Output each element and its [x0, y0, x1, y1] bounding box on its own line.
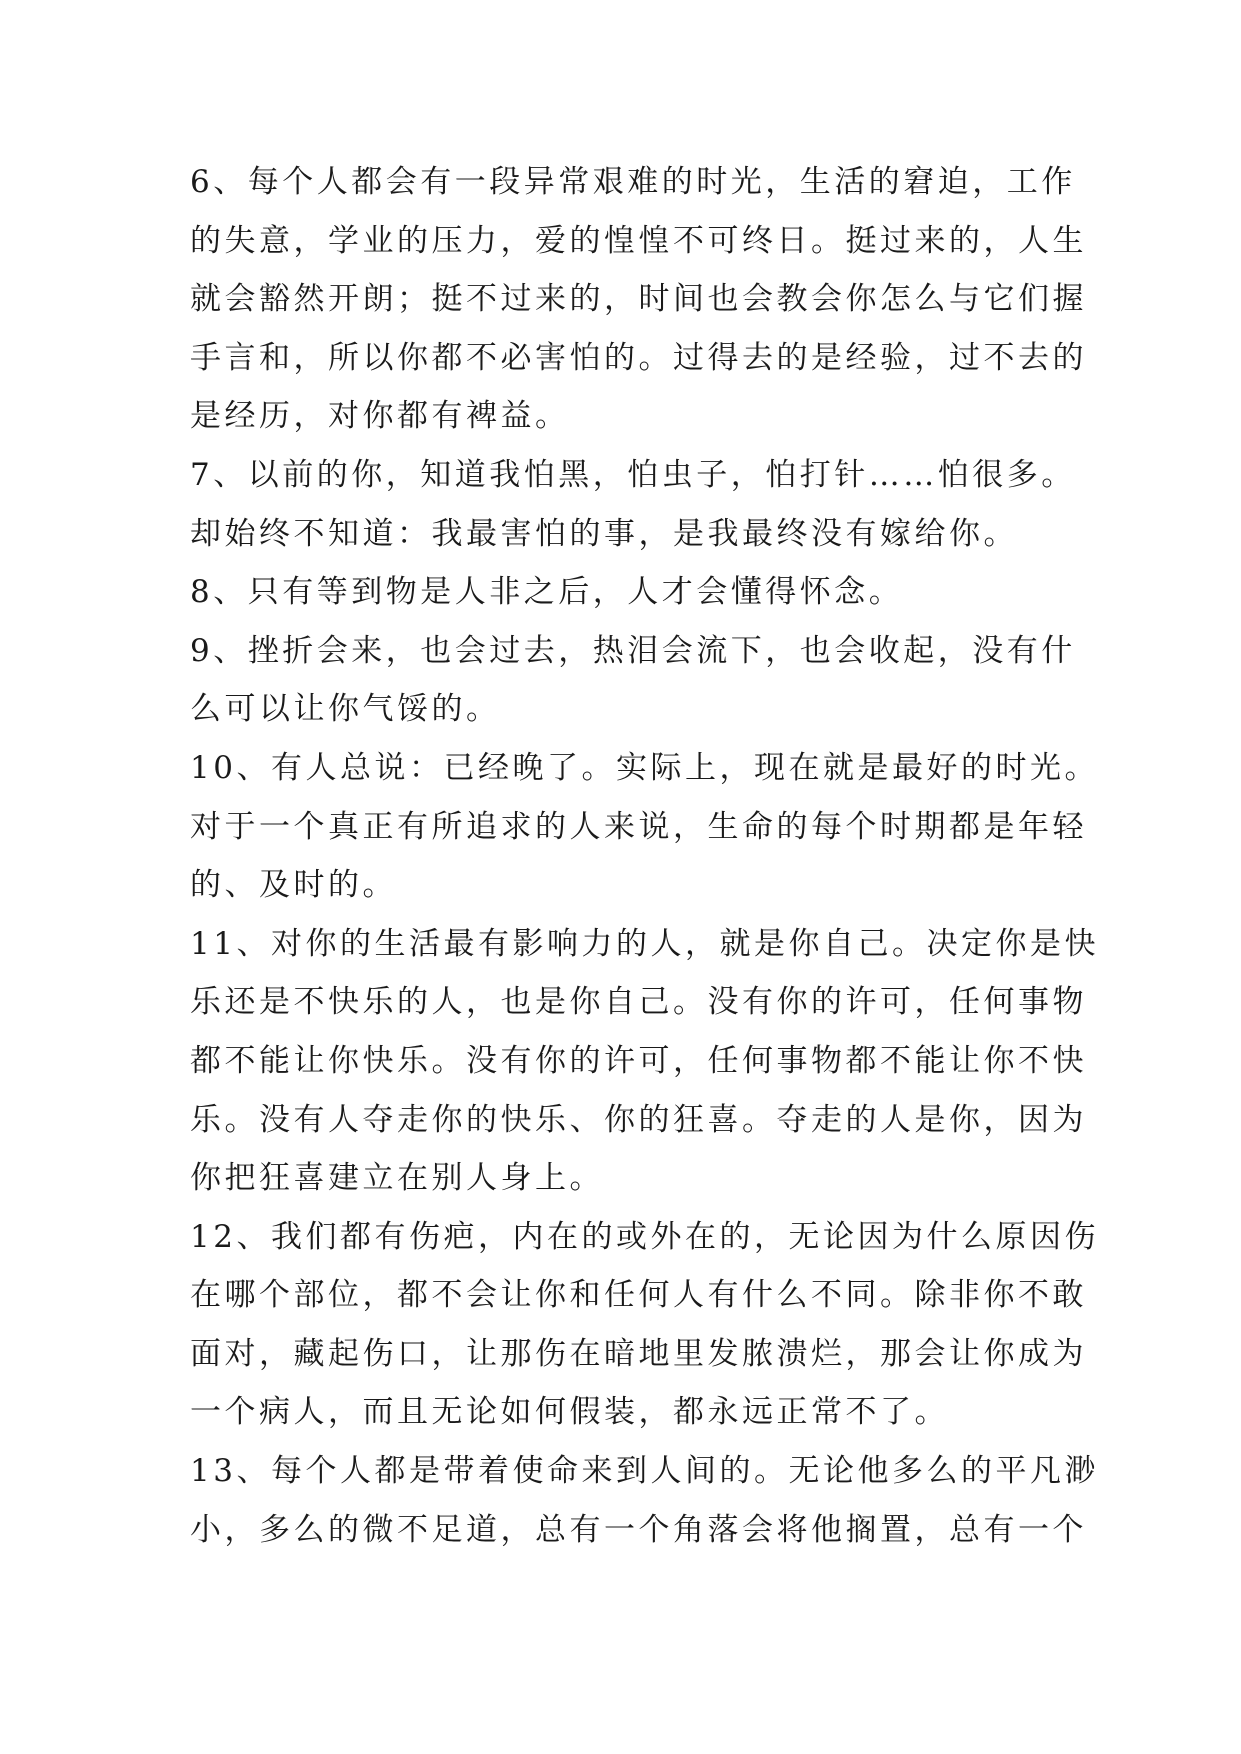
- text-line: 一个病人，而且无论如何假装，都永远正常不了。: [190, 1394, 949, 1431]
- text-line: 12、我们都有伤疤，内在的或外在的，无论因为什么原因伤: [190, 1218, 1099, 1255]
- text-line: 乐还是不快乐的人，也是你自己。没有你的许可，任何事物: [190, 984, 1087, 1021]
- text-line: 的失意，学业的压力，爱的惶惶不可终日。挺过来的，人生: [190, 222, 1087, 259]
- text-line: 手言和，所以你都不必害怕的。过得去的是经验，过不去的: [190, 339, 1087, 376]
- text-line: 是经历，对你都有裨益。: [190, 398, 570, 435]
- text-line: 9、挫折会来，也会过去，热泪会流下，也会收起，没有什: [190, 632, 1076, 669]
- text-line: 就会豁然开朗；挺不过来的，时间也会教会你怎么与它们握: [190, 281, 1087, 318]
- text-line: 却始终不知道：我最害怕的事，是我最终没有嫁给你。: [190, 515, 1018, 552]
- text-line: 对于一个真正有所追求的人来说，生命的每个时期都是年轻: [190, 808, 1087, 845]
- text-line: 的、及时的。: [190, 867, 397, 904]
- text-line: 面对，藏起伤口，让那伤在暗地里发脓溃烂，那会让你成为: [190, 1335, 1087, 1372]
- text-line: 小，多么的微不足道，总有一个角落会将他搁置，总有一个: [190, 1511, 1087, 1548]
- text-line: 10、有人总说：已经晚了。实际上，现在就是最好的时光。: [190, 749, 1099, 786]
- text-line: 6、每个人都会有一段异常艰难的时光，生活的窘迫，工作: [190, 164, 1076, 200]
- text-line: 乐。没有人夺走你的快乐、你的狂喜。夺走的人是你，因为: [190, 1101, 1087, 1138]
- text-line: 都不能让你快乐。没有你的许可，任何事物都不能让你不快: [190, 1042, 1087, 1079]
- document-body: [190, 153, 1099, 1559]
- text-line: 在哪个部位，都不会让你和任何人有什么不同。除非你不敢: [190, 1277, 1087, 1314]
- text-line: 么可以让你气馁的。: [190, 691, 501, 728]
- text-line: 13、每个人都是带着使命来到人间的。无论他多么的平凡渺: [190, 1453, 1099, 1490]
- text-line: 你把狂喜建立在别人身上。: [190, 1160, 604, 1197]
- text-line: 11、对你的生活最有影响力的人，就是你自己。决定你是快: [190, 925, 1099, 962]
- text-line: 7、以前的你，知道我怕黑，怕虫子，怕打针……怕很多。: [190, 456, 1076, 493]
- text-line: 8、只有等到物是人非之后，人才会懂得怀念。: [190, 574, 904, 611]
